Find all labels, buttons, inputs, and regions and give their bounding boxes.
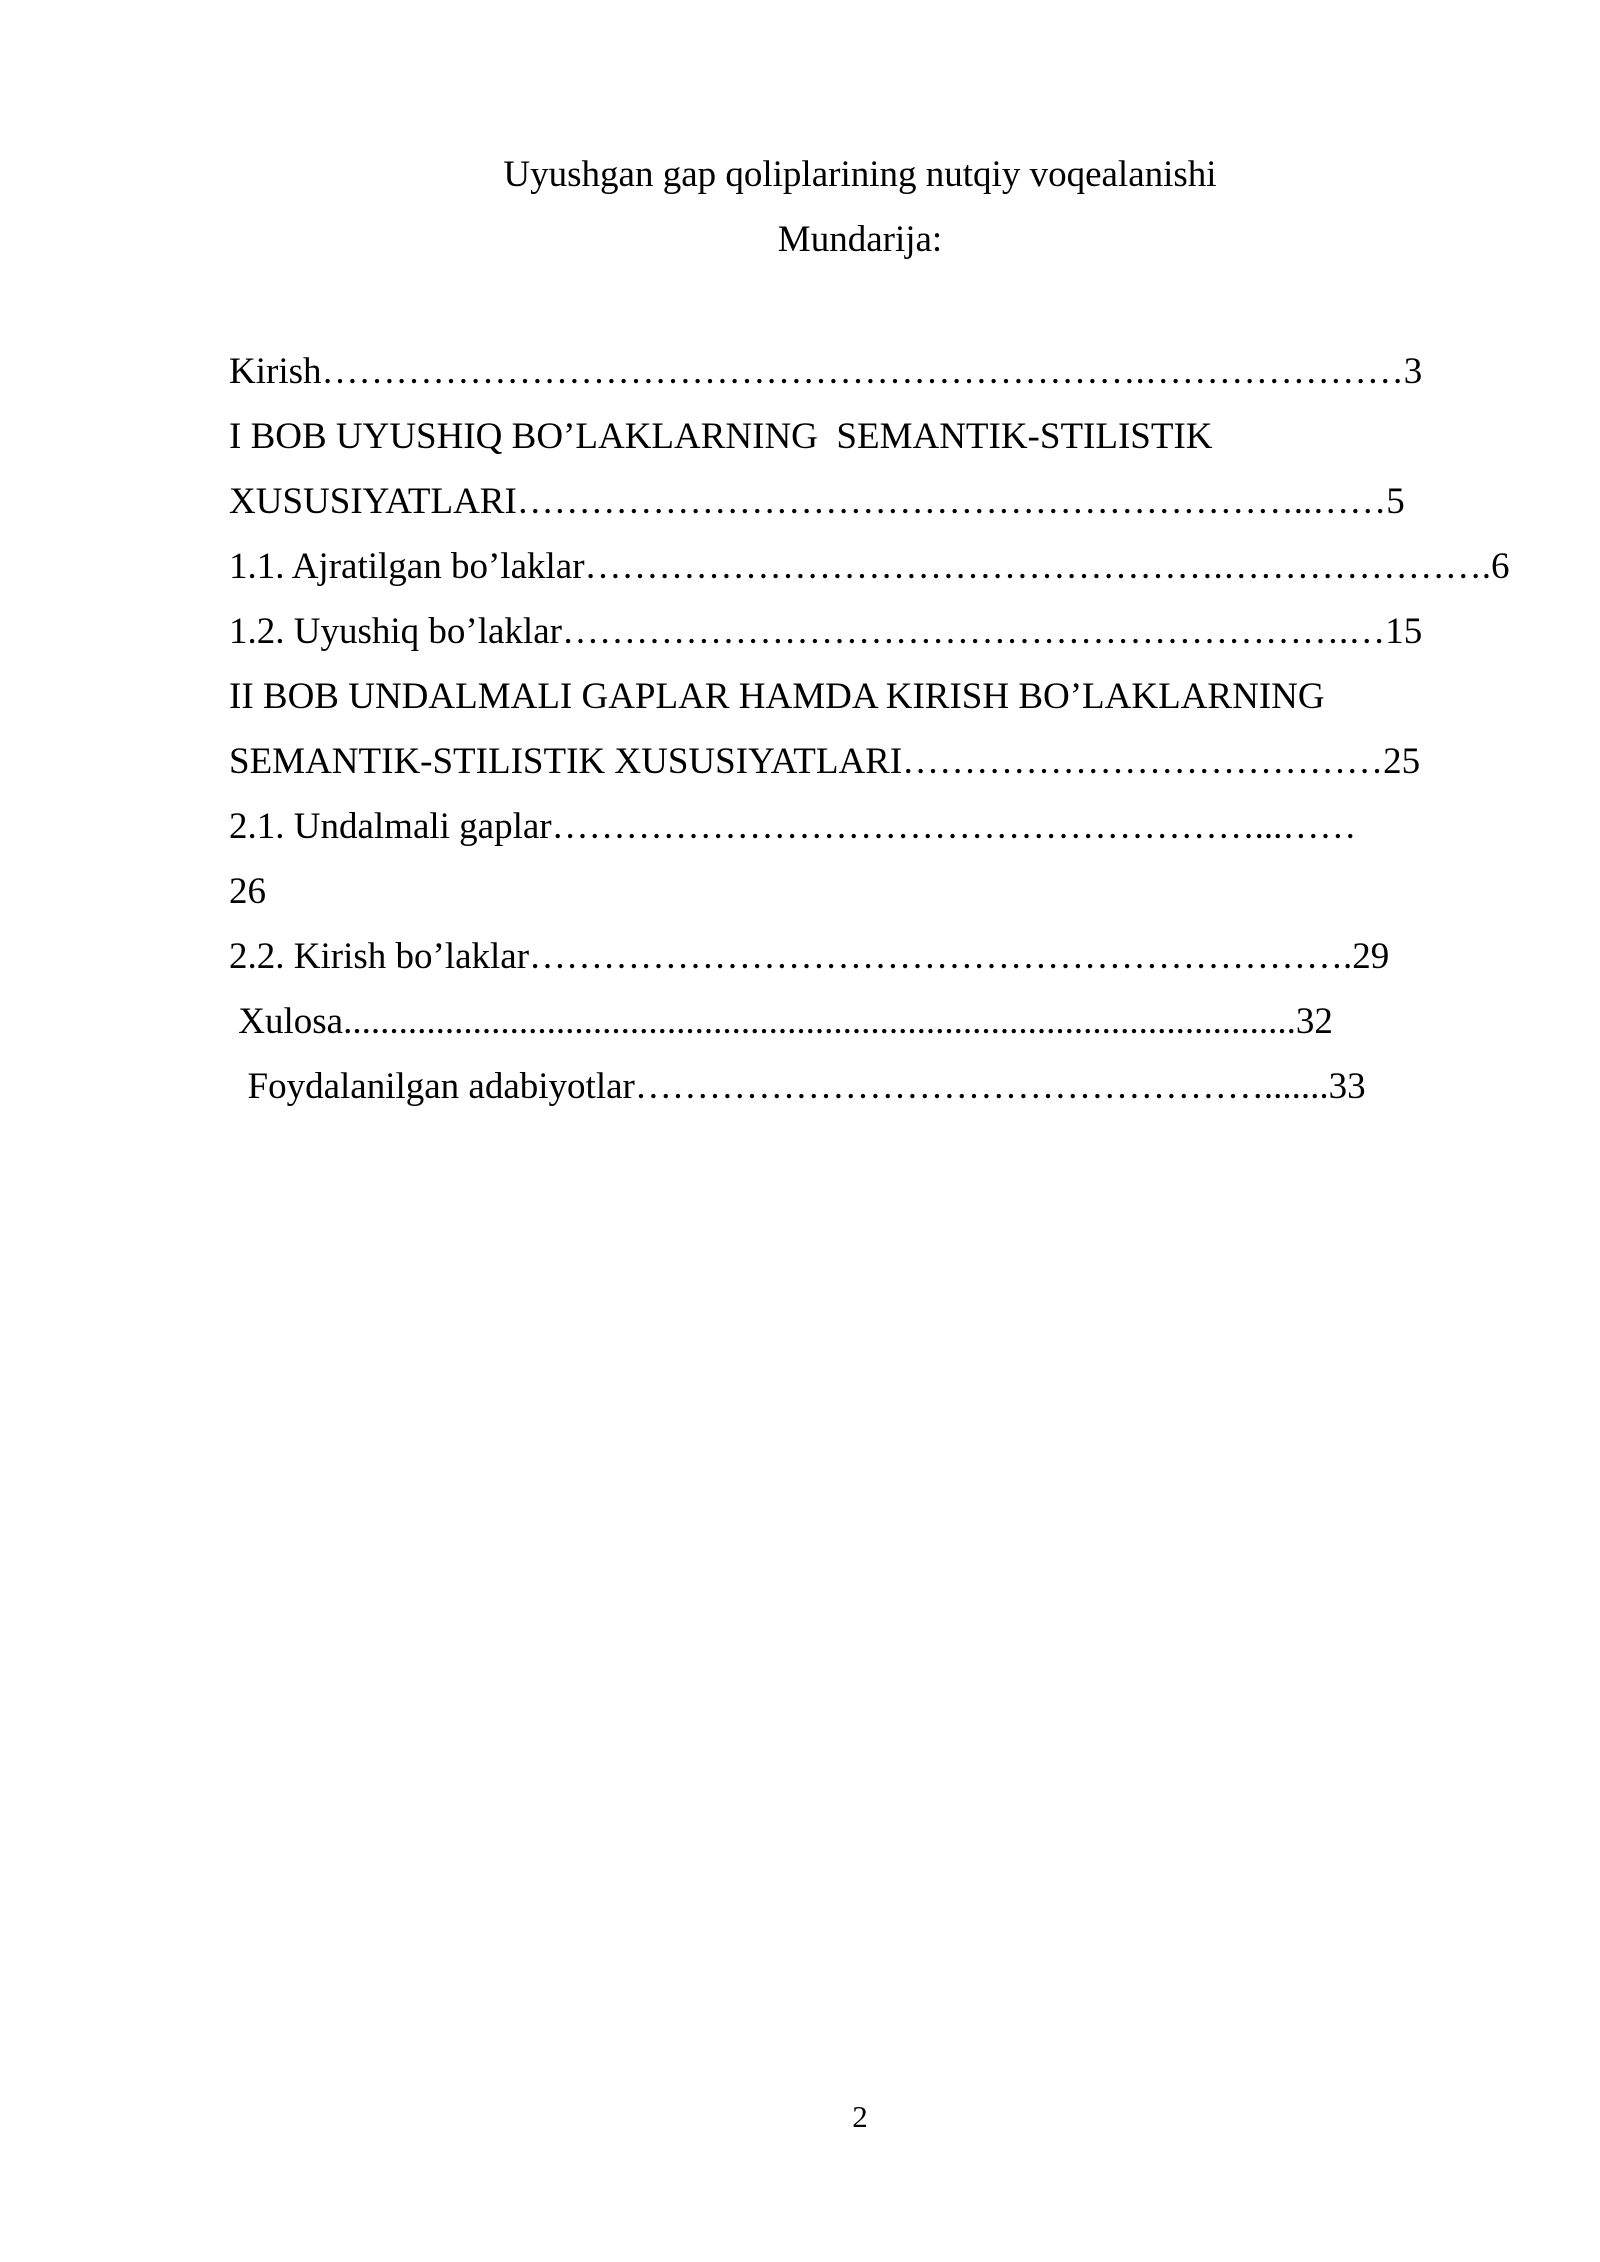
toc-entry-chapter-1-title-continued: XUSUSIYATLARI………………………………………………………..……5	[229, 481, 1405, 522]
toc-entry-2-2: 2.2. Kirish bo’laklar………………………………………………………….29	[229, 936, 1390, 977]
toc-entry-chapter-2-title-continued: SEMANTIK-STILISTIK XUSUSIYATLARI…………………………………25	[229, 741, 1421, 782]
toc-entry-adabiyotlar: Foydalanilgan adabiyotlar…………………………………………….......33	[229, 1066, 1366, 1107]
page-number: 2	[852, 2099, 868, 2134]
toc-entry-2-1: 2.1. Undalmali gaplar…………………………………………………...……	[229, 806, 1357, 847]
toc-entry-2-1-page: 26	[229, 871, 266, 912]
document-title: Uyushgan gap qoliplarining nutqiy voqealanishi	[503, 154, 1217, 195]
toc-entry-chapter-1-title: I BOB UYUSHIQ BO’LAKLARNING SEMANTIK-STILISTIK	[229, 416, 1213, 457]
toc-entry-kirish: Kirish………………………………………………………….…………………3	[229, 351, 1423, 392]
toc-entry-1-2: 1.2. Uyushiq bo’laklar……………………………………………………….…15	[229, 611, 1423, 652]
toc-entry-chapter-2-title: II BOB UNDALMALI GAPLAR HAMDA KIRISH BO’LAKLARNING	[229, 676, 1325, 717]
toc-entry-xulosa: Xulosa.......................................................................................................32	[229, 1001, 1333, 1042]
toc-entry-1-1: 1.1. Ajratilgan bo’laklar…………………………………………….………………….6	[229, 546, 1510, 587]
table-of-contents-heading: Mundarija:	[777, 219, 943, 260]
